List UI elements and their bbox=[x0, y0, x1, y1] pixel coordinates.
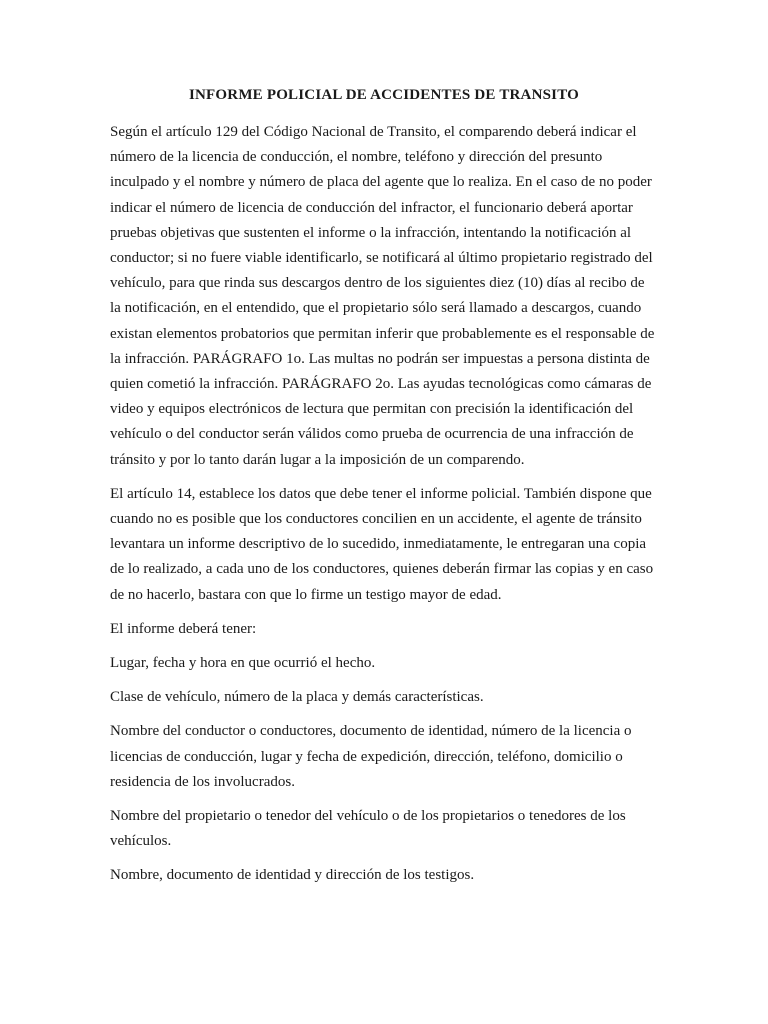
paragraph-article-14: El artículo 14, establece los datos que debe tener el informe policial. También dispone que cuando no es posible que los conductores concilien en un accidente, el agente de tránsito levantara un informe descriptivo de lo sucedido, inmediatamente, le entregaran una copia de lo realizado, a cada uno de los conductores, quienes deberán firmar las copias y en caso de no hacerlo, bastara con que lo firme un testigo mayor de edad. bbox=[110, 485, 654, 603]
paragraph-place-date-time: Lugar, fecha y hora en que ocurrió el hecho. bbox=[110, 655, 376, 672]
paragraph-vehicle-class: Clase de vehículo, número de la placa y demás características. bbox=[110, 689, 484, 706]
paragraph-article-129: Según el artículo 129 del Código Nacional de Transito, el comparendo deberá indicar el número de la licencia de conducción, el nombre, teléfono y dirección del presunto inculpado y el nombre y número de placa del agente que lo realiza. En el caso de no poder indicar el número de licencia de conducción del infractor, el funcionario deberá aportar pruebas objetivas que sustenten el informe o la infracción, intentando la notificación al conductor; si no fuere viable identificarlo, se notificará al último propietario registrado del vehículo, para que rinda sus descargos dentro de los siguientes diez (10) días al recibo de la notificación, en el entendido, que el propietario sólo será llamado a descargos, cuando existan elementos probatorios que permitan inferir que probablemente es el responsable de la infracción. PARÁGRAFO 1o. Las multas no podrán ser impuestas a persona distinta de quien cometió la infracción. PARÁGRAFO 2o. Las ayudas tecnológicas como cámaras de video y equipos electrónicos de lectura que permitan con precisión la identificación del vehículo o del conductor serán válidos como prueba de ocurrencia de una infracción de tránsito y por lo tanto darán lugar a la imposición de un comparendo. bbox=[110, 124, 655, 468]
paragraph-report-requirements: El informe deberá tener: bbox=[110, 620, 257, 637]
paragraph-owner-details: Nombre del propietario o tenedor del vehículo o de los propietarios o tenedores de los vehículos. bbox=[110, 808, 626, 850]
paragraph-driver-details: Nombre del conductor o conductores, documento de identidad, número de la licencia o licencias de conducción, lugar y fecha de expedición, dirección, teléfono, domicilio o residencia de los involucrados. bbox=[110, 723, 632, 790]
document-title: INFORME POLICIAL DE ACCIDENTES DE TRANSITO bbox=[188, 87, 579, 103]
paragraph-witness-details: Nombre, documento de identidad y dirección de los testigos. bbox=[110, 867, 475, 884]
